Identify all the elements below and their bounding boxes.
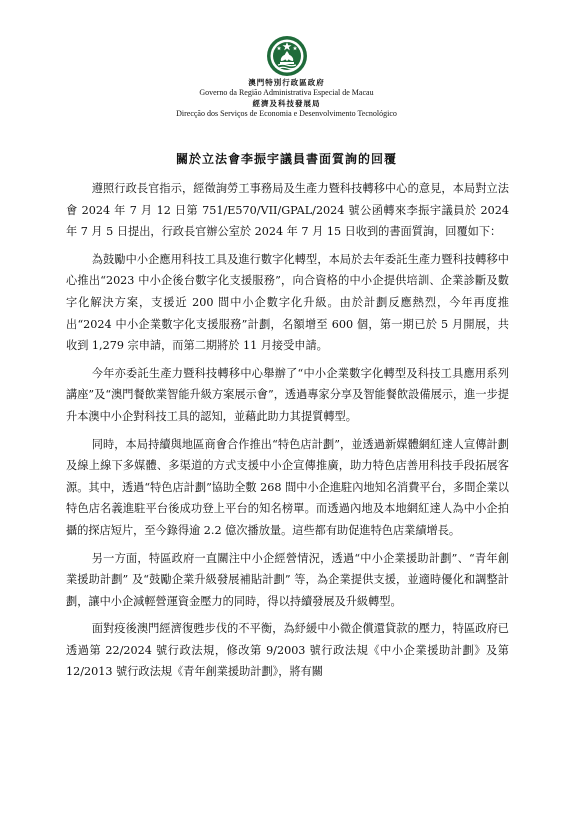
government-name-zh: 澳門特別行政區政府 (248, 78, 325, 87)
macau-emblem-icon (266, 35, 308, 77)
paragraph: 為鼓勵中小企應用科技工具及進行數字化轉型，本局於去年委託生產力暨科技轉移中心推出“2023 中小企後台數字化支援服務”，向合資格的中小企提供培訓、企業診斷及數字化解決方案，支援近 200 間中小企數字化升級。由於計劃反應熱烈，今年再度推出“2024 中小企業數字化支援服務”計劃，名額增至 600 個，第一期已於 5 月開展，共收到 1,279 宗申請，而第二期將於 11 月接受申請。 (66, 252, 509, 353)
paragraph: 另一方面，特區政府一直關注中小企經營情況，透過“中小企業援助計劃”、“青年創業援助計劃” 及“鼓勵企業升級發展補貼計劃” 等，為企業提供支援，並適時優化和調整計劃，讓中小企減輕營運資金壓力的同時，得以持續發展及升級轉型。 (66, 551, 509, 608)
paragraph: 同時，本局持續與地區商會合作推出“特色店計劃”，並透過新媒體網紅達人宣傳計劃及線上線下多媒體、多渠道的方式支援中小企宣傳推廣，助力特色店善用科技手段拓展客源。其中，透過“特色店計劃”協助全數 268 間中小企進駐內地知名消費平台，多間企業以特色店名義進駐平台後成功登上平台的知名榜單。而透過內地及本地網紅達人為中小企拍攝的探店短片，至今錄得逾 2.2 億次播放量。這些都有助促進特色店業績增長。 (66, 437, 509, 537)
paragraph: 遵照行政長官指示，經徵詢勞工事務局及生產力暨科技轉移中心的意見，本局對立法會 2024 年 7 月 12 日第 751/E570/VII/GPAL/2024 號公函轉來李振宇議員於 2024 年 7 月 5 日提出，行政長官辦公室於 2024 年 7 月 15 日收到的書面質詢，回覆如下： (66, 182, 509, 239)
document-body (66, 178, 509, 689)
bureau-name-pt: Direcção dos Serviços de Economia e Desenvolvimento Tecnológico (176, 109, 397, 118)
bureau-name-zh: 經濟及科技發展局 (252, 99, 321, 108)
paragraph: 今年亦委託生產力暨科技轉移中心舉辦了“中小企業數字化轉型及科技工具應用系列講座”及“澳門餐飲業智能升級方案展示會”，透過專家分享及智能餐飲設備展示，進一步提升本澳中小企對科技工具的認知，並藉此助力其提質轉型。 (66, 366, 509, 423)
document-title: 關於立法會李振宇議員書面質詢的回覆 (175, 152, 397, 166)
government-name-pt: Governo da Região Administrativa Especial de Macau (199, 88, 374, 97)
paragraph: 面對疫後澳門經濟復甦步伐的不平衡，為紓緩中小微企償還貸款的壓力，特區政府已透過第 22/2024 號行政法規，修改第 9/2003 號行政法規《中小企業援助計劃》及第 12/2013 號行政法規《青年創業援助計劃》，將有關 (66, 622, 509, 679)
